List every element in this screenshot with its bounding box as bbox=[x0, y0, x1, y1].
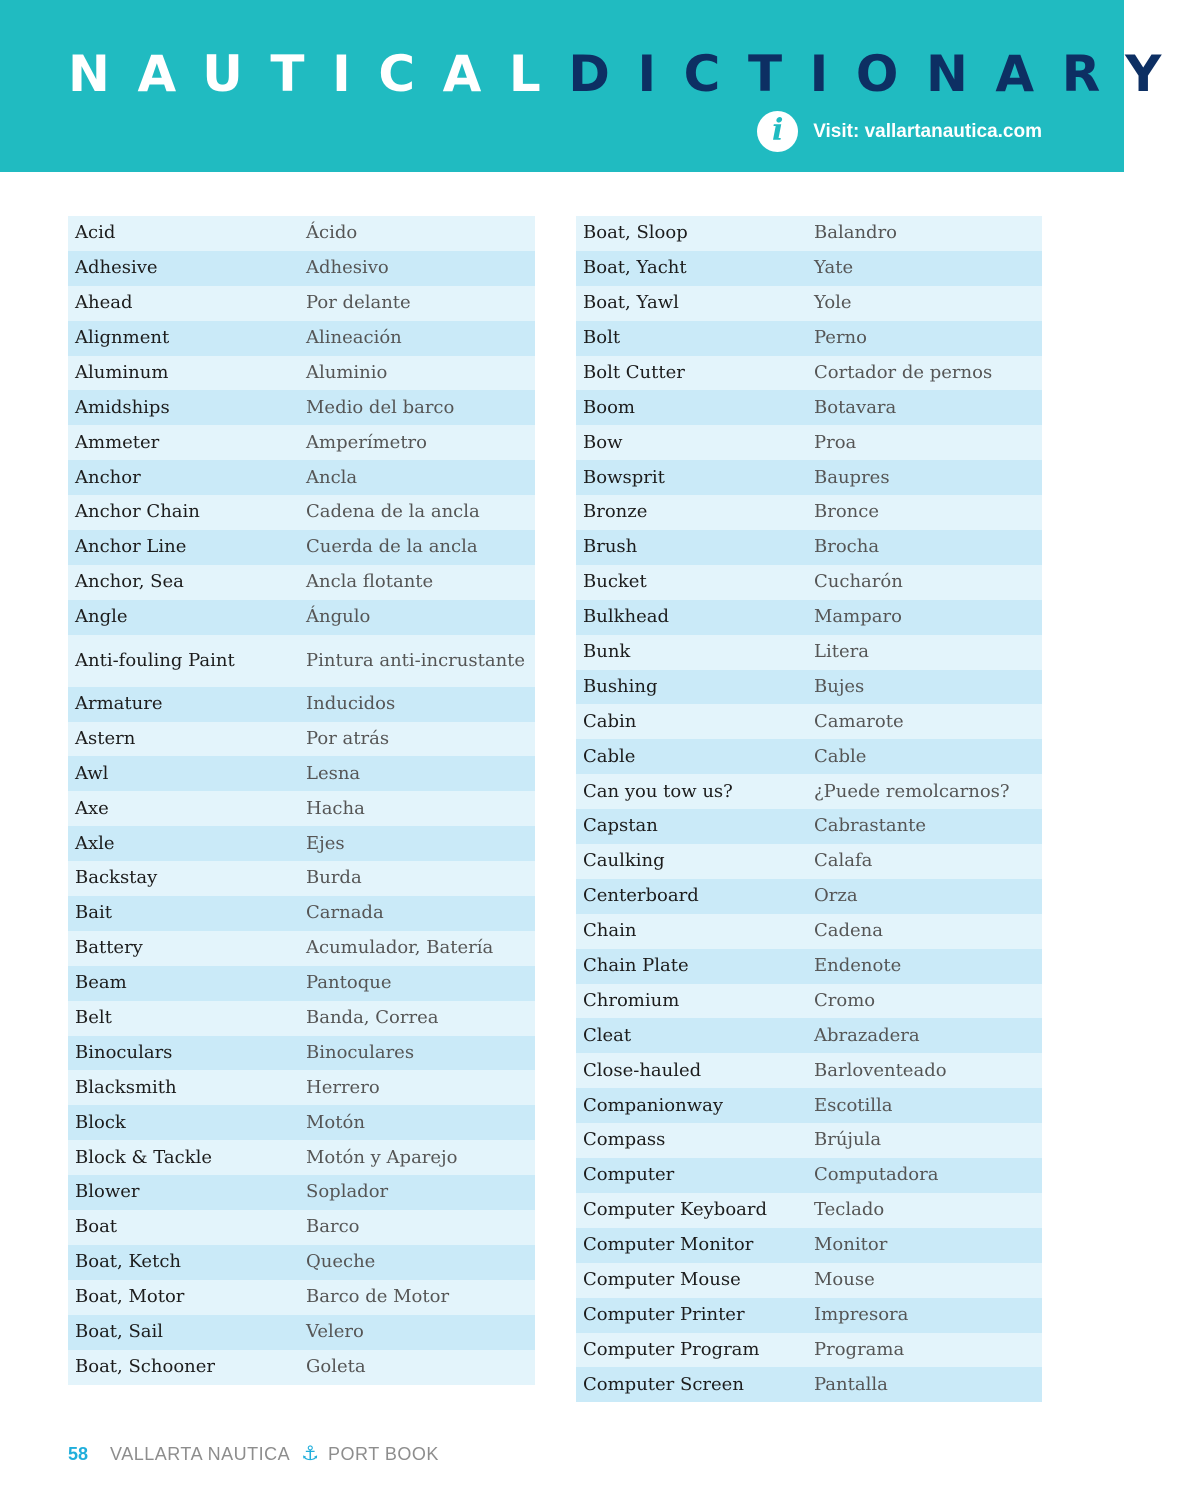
english-term: Ahead bbox=[75, 292, 133, 314]
spanish-term: Teclado bbox=[814, 1199, 885, 1221]
english-term: Brush bbox=[583, 536, 638, 558]
english-term: Can you tow us? bbox=[583, 780, 733, 802]
english-term: Bucket bbox=[583, 571, 647, 593]
glossary-column-left bbox=[68, 216, 535, 1385]
english-term: Boat, Sloop bbox=[583, 222, 688, 244]
spanish-term: Camarote bbox=[814, 710, 904, 732]
page-number: 58 bbox=[68, 1443, 89, 1464]
glossary-row bbox=[576, 704, 1042, 739]
english-term: Boom bbox=[583, 396, 635, 418]
glossary-row bbox=[68, 1140, 535, 1175]
anchor-icon: ⚓ bbox=[301, 1443, 320, 1465]
spanish-term: Pantoque bbox=[306, 972, 392, 994]
english-term: Chain bbox=[583, 920, 637, 942]
english-term: Boat, Sail bbox=[75, 1321, 164, 1343]
english-term: Anti-fouling Paint bbox=[75, 649, 235, 671]
english-term: Cabin bbox=[583, 710, 637, 732]
glossary-row bbox=[68, 1315, 535, 1350]
english-term: Ammeter bbox=[75, 431, 160, 453]
glossary-row bbox=[68, 495, 535, 530]
glossary-row bbox=[576, 460, 1042, 495]
glossary-row bbox=[68, 1350, 535, 1385]
spanish-term: Endenote bbox=[814, 955, 902, 976]
english-term: Bronze bbox=[583, 501, 648, 523]
english-term: Binoculars bbox=[75, 1041, 173, 1063]
glossary-row bbox=[68, 1036, 535, 1071]
english-term: Bushing bbox=[583, 675, 658, 697]
glossary-row bbox=[576, 774, 1042, 809]
glossary-row bbox=[576, 390, 1042, 425]
spanish-term: Burda bbox=[306, 867, 362, 889]
english-term: Boat, Yacht bbox=[583, 257, 687, 279]
spanish-term: Calafa bbox=[814, 850, 873, 872]
title-nautical: NAUTICAL bbox=[68, 45, 569, 103]
english-term: Axe bbox=[75, 797, 109, 819]
spanish-term: Amperímetro bbox=[306, 431, 427, 453]
publication-name: VALLARTA NAUTICA bbox=[110, 1443, 291, 1464]
glossary-row bbox=[68, 565, 535, 600]
glossary-row bbox=[576, 809, 1042, 844]
spanish-term: Yole bbox=[814, 292, 852, 314]
english-term: Anchor Line bbox=[75, 536, 187, 558]
spanish-term: ¿Puede remolcarnos? bbox=[814, 780, 1010, 802]
english-term: Boat, Ketch bbox=[75, 1251, 181, 1273]
glossary-row bbox=[68, 530, 535, 565]
spanish-term: Proa bbox=[814, 431, 857, 453]
spanish-term: Lesna bbox=[306, 762, 361, 784]
english-term: Centerboard bbox=[583, 885, 699, 907]
english-term: Computer Screen bbox=[583, 1373, 744, 1395]
spanish-term: Ancla flotante bbox=[306, 571, 434, 593]
english-term: Armature bbox=[75, 692, 163, 714]
glossary-row bbox=[576, 600, 1042, 635]
english-term: Blacksmith bbox=[75, 1076, 177, 1098]
english-term: Computer Keyboard bbox=[583, 1199, 768, 1221]
glossary-row bbox=[576, 286, 1042, 321]
title-dictionary: DICTIONARY bbox=[568, 45, 1189, 103]
english-term: Block bbox=[75, 1111, 126, 1133]
glossary-row bbox=[576, 1298, 1042, 1333]
spanish-term: Cadena de la ancla bbox=[306, 501, 480, 523]
english-term: Block & Tackle bbox=[75, 1146, 213, 1168]
glossary-row bbox=[576, 1018, 1042, 1053]
glossary-row bbox=[68, 390, 535, 425]
spanish-term: Monitor bbox=[814, 1234, 888, 1256]
spanish-term: Brújula bbox=[814, 1129, 882, 1151]
glossary-row bbox=[68, 756, 535, 791]
spanish-term: Mamparo bbox=[814, 606, 902, 628]
english-term: Anchor Chain bbox=[75, 501, 200, 523]
spanish-term: Orza bbox=[814, 885, 858, 907]
glossary-row bbox=[576, 1193, 1042, 1228]
glossary-row bbox=[576, 1263, 1042, 1298]
english-term: Amidships bbox=[75, 396, 170, 418]
glossary-row bbox=[68, 600, 535, 635]
english-term: Acid bbox=[75, 222, 116, 244]
glossary-row bbox=[68, 286, 535, 321]
spanish-term: Computadora bbox=[814, 1164, 939, 1186]
glossary-row bbox=[576, 495, 1042, 530]
english-term: Computer Program bbox=[583, 1338, 760, 1360]
spanish-term: Botavara bbox=[814, 396, 897, 418]
spanish-term: Pintura anti-incrustante bbox=[306, 649, 526, 671]
spanish-term: Escotilla bbox=[814, 1094, 893, 1116]
english-term: Angle bbox=[75, 606, 128, 628]
spanish-term: Cable bbox=[814, 745, 867, 767]
english-term: Close-hauled bbox=[583, 1059, 702, 1081]
glossary-row bbox=[68, 1105, 535, 1140]
spanish-term: Velero bbox=[306, 1321, 364, 1343]
glossary-row bbox=[576, 1158, 1042, 1193]
english-term: Astern bbox=[75, 727, 136, 749]
glossary-row bbox=[576, 844, 1042, 879]
glossary-row bbox=[68, 791, 535, 826]
glossary-row bbox=[576, 1333, 1042, 1368]
english-term: Computer Printer bbox=[583, 1303, 745, 1325]
spanish-term: Queche bbox=[306, 1251, 376, 1273]
glossary-row bbox=[68, 687, 535, 722]
glossary-row bbox=[576, 949, 1042, 984]
glossary-row bbox=[576, 1088, 1042, 1123]
spanish-term: Carnada bbox=[306, 902, 384, 924]
spanish-term: Bronce bbox=[814, 501, 879, 523]
spanish-term: Barloventeado bbox=[814, 1059, 947, 1081]
spanish-term: Cortador de pernos bbox=[814, 361, 993, 383]
glossary-row bbox=[576, 321, 1042, 356]
glossary-row bbox=[576, 356, 1042, 391]
page-title bbox=[68, 44, 1189, 104]
english-term: Computer bbox=[583, 1164, 675, 1186]
english-term: Computer Mouse bbox=[583, 1269, 741, 1291]
glossary-row bbox=[68, 861, 535, 896]
english-term: Cable bbox=[583, 745, 636, 767]
english-term: Alignment bbox=[75, 326, 170, 348]
glossary-row bbox=[576, 1053, 1042, 1088]
english-term: Boat bbox=[75, 1216, 118, 1238]
glossary-row bbox=[576, 635, 1042, 670]
glossary-row bbox=[68, 216, 535, 251]
english-term: Chain Plate bbox=[583, 955, 689, 976]
english-term: Axle bbox=[75, 832, 115, 854]
spanish-term: Ancla bbox=[306, 466, 358, 488]
spanish-term: Litera bbox=[814, 640, 869, 662]
glossary-row bbox=[68, 1175, 535, 1210]
english-term: Computer Monitor bbox=[583, 1234, 754, 1256]
spanish-term: Binoculares bbox=[306, 1041, 415, 1063]
glossary-row bbox=[576, 1367, 1042, 1402]
glossary-row bbox=[68, 896, 535, 931]
glossary-row bbox=[576, 565, 1042, 600]
glossary-row bbox=[576, 216, 1042, 251]
glossary-row bbox=[68, 931, 535, 966]
english-term: Cleat bbox=[583, 1024, 632, 1046]
spanish-term: Cadena bbox=[814, 920, 884, 942]
glossary-row bbox=[576, 425, 1042, 460]
glossary-row bbox=[68, 1210, 535, 1245]
english-term: Capstan bbox=[583, 815, 658, 837]
spanish-term: Cuerda de la ancla bbox=[306, 536, 478, 558]
glossary-row bbox=[68, 1245, 535, 1280]
spanish-term: Alineación bbox=[306, 326, 402, 348]
spanish-term: Inducidos bbox=[306, 692, 396, 714]
glossary-row bbox=[68, 356, 535, 391]
glossary-row bbox=[576, 1123, 1042, 1158]
english-term: Anchor, Sea bbox=[75, 571, 184, 593]
info-icon: i bbox=[757, 111, 798, 152]
header-banner bbox=[0, 0, 1189, 172]
spanish-term: Barco de Motor bbox=[306, 1286, 450, 1308]
spanish-term: Herrero bbox=[306, 1076, 380, 1098]
spanish-term: Abrazadera bbox=[814, 1024, 920, 1046]
english-term: Beam bbox=[75, 972, 127, 994]
spanish-term: Por delante bbox=[306, 292, 411, 314]
english-term: Bow bbox=[583, 431, 623, 453]
english-term: Blower bbox=[75, 1181, 140, 1203]
glossary-row bbox=[68, 251, 535, 286]
spanish-term: Goleta bbox=[306, 1355, 366, 1377]
glossary-row bbox=[576, 670, 1042, 705]
spanish-term: Motón y Aparejo bbox=[306, 1146, 458, 1168]
glossary-row bbox=[576, 251, 1042, 286]
glossary-row bbox=[576, 739, 1042, 774]
english-term: Adhesive bbox=[75, 257, 158, 279]
spanish-term: Programa bbox=[814, 1338, 905, 1360]
english-term: Backstay bbox=[75, 867, 158, 889]
glossary-row bbox=[576, 914, 1042, 949]
spanish-term: Cabrastante bbox=[814, 815, 927, 837]
spanish-term: Acumulador, Batería bbox=[306, 937, 494, 959]
spanish-term: Barco bbox=[306, 1216, 360, 1238]
english-term: Compass bbox=[583, 1129, 666, 1151]
spanish-term: Ángulo bbox=[306, 606, 371, 628]
english-term: Bolt Cutter bbox=[583, 361, 685, 383]
spanish-term: Brocha bbox=[814, 536, 880, 558]
english-term: Companionway bbox=[583, 1094, 724, 1116]
english-term: Bunk bbox=[583, 640, 631, 662]
glossary-row bbox=[68, 460, 535, 495]
spanish-term: Hacha bbox=[306, 797, 365, 819]
glossary-row bbox=[576, 879, 1042, 914]
english-term: Caulking bbox=[583, 850, 665, 872]
glossary-row bbox=[68, 1001, 535, 1036]
spanish-term: Aluminio bbox=[306, 361, 388, 383]
spanish-term: Soplador bbox=[306, 1181, 389, 1203]
spanish-term: Medio del barco bbox=[306, 396, 455, 418]
glossary-column-right bbox=[576, 216, 1042, 1402]
spanish-term: Adhesivo bbox=[306, 257, 389, 279]
english-term: Bolt bbox=[583, 326, 621, 348]
glossary-row bbox=[68, 722, 535, 757]
spanish-term: Yate bbox=[814, 257, 854, 279]
spanish-term: Balandro bbox=[814, 222, 898, 244]
english-term: Bowsprit bbox=[583, 466, 665, 488]
glossary-row bbox=[68, 425, 535, 460]
english-term: Boat, Schooner bbox=[75, 1355, 216, 1377]
glossary-row bbox=[68, 1280, 535, 1315]
english-term: Aluminum bbox=[75, 361, 169, 383]
english-term: Bait bbox=[75, 902, 112, 924]
spanish-term: Por atrás bbox=[306, 727, 390, 749]
english-term: Boat, Yawl bbox=[583, 292, 679, 314]
english-term: Bulkhead bbox=[583, 606, 669, 628]
glossary-row bbox=[68, 321, 535, 356]
spanish-term: Bujes bbox=[814, 675, 865, 697]
spanish-term: Impresora bbox=[814, 1303, 909, 1325]
english-term: Awl bbox=[75, 762, 109, 784]
website-callout bbox=[757, 110, 1042, 152]
spanish-term: Baupres bbox=[814, 466, 890, 488]
spanish-term: Ejes bbox=[306, 832, 345, 854]
glossary-row bbox=[576, 1228, 1042, 1263]
glossary-row bbox=[68, 635, 535, 687]
english-term: Boat, Motor bbox=[75, 1286, 185, 1308]
spanish-term: Perno bbox=[814, 326, 867, 348]
spanish-term: Mouse bbox=[814, 1269, 875, 1291]
glossary-row bbox=[576, 530, 1042, 565]
website-link[interactable]: Visit: vallartanautica.com bbox=[813, 120, 1042, 142]
section-name: PORT BOOK bbox=[328, 1443, 439, 1464]
spanish-term: Pantalla bbox=[814, 1373, 888, 1395]
english-term: Anchor bbox=[75, 466, 141, 488]
spanish-term: Cucharón bbox=[814, 571, 903, 593]
page-footer bbox=[68, 1441, 439, 1467]
english-term: Battery bbox=[75, 937, 143, 959]
spanish-term: Motón bbox=[306, 1111, 365, 1133]
spanish-term: Ácido bbox=[306, 222, 358, 244]
spanish-term: Cromo bbox=[814, 989, 876, 1011]
glossary-row bbox=[68, 826, 535, 861]
english-term: Chromium bbox=[583, 989, 680, 1011]
spanish-term: Banda, Correa bbox=[306, 1007, 439, 1028]
glossary-row bbox=[68, 966, 535, 1001]
glossary-row bbox=[68, 1070, 535, 1105]
english-term: Belt bbox=[75, 1007, 112, 1028]
glossary-row bbox=[576, 984, 1042, 1019]
